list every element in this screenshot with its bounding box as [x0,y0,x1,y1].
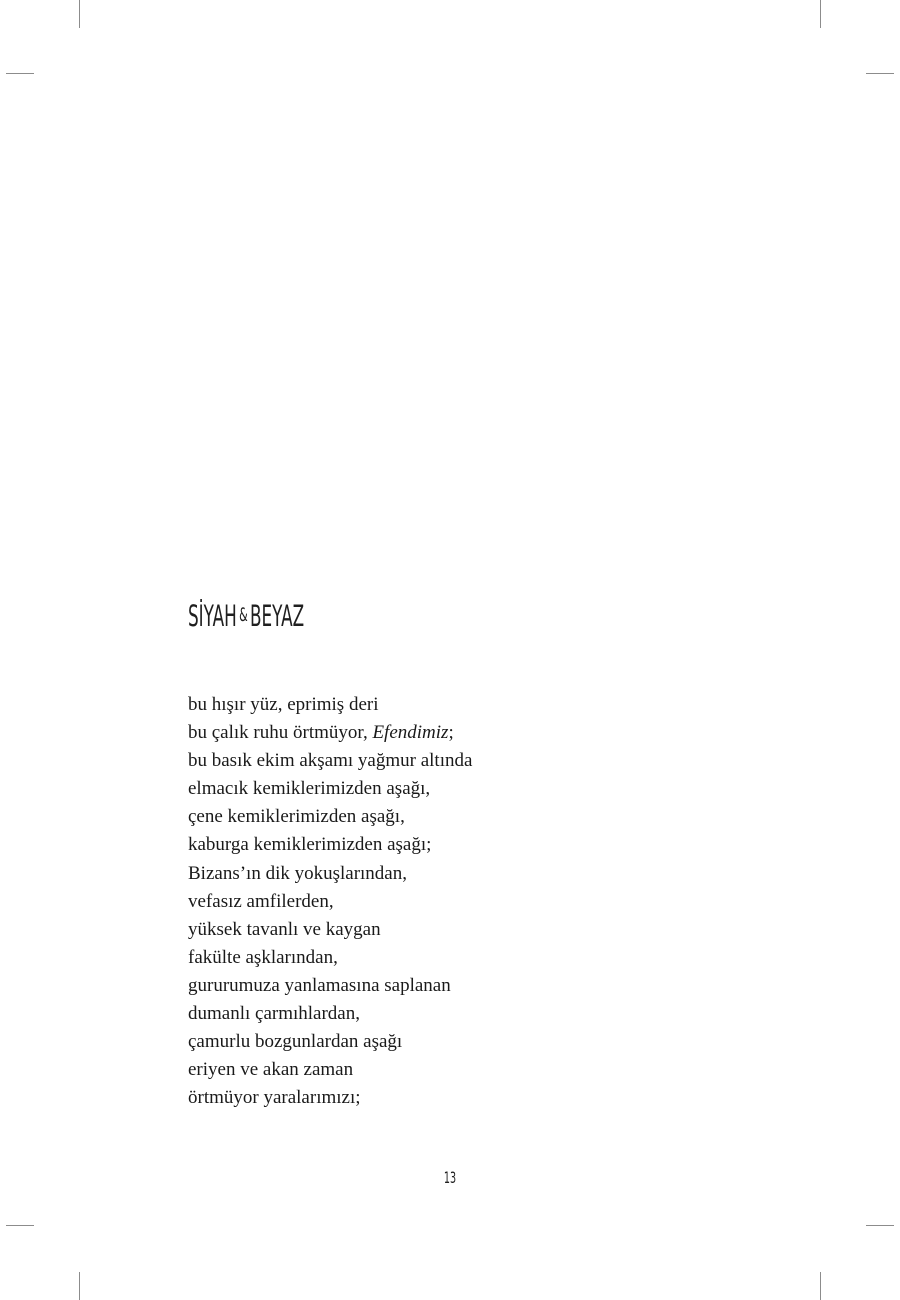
poem-title [188,599,305,633]
poem-line: çene kemiklerimizden aşağı, [188,806,405,828]
crop-mark-right-bottom [866,1225,894,1226]
poem-line: gururumuza yanlamasına saplanan [188,974,451,996]
poem-title-part2: BEYAZ [250,599,305,633]
poem-title-part1: SİYAH [188,599,237,633]
crop-mark-right-top [866,73,894,74]
poem-line: bu hışır yüz, eprimiş deri [188,694,379,715]
crop-mark-top-right [820,0,821,28]
crop-mark-left-bottom [6,1225,34,1226]
crop-mark-bottom-left [79,1272,80,1300]
poem-line: yüksek tavanlı ve kaygan [188,918,381,940]
poem-line-italic: Efendimiz [372,722,449,744]
poem-line: dumanlı çarmıhlardan, [188,1003,360,1025]
poem-body [188,691,472,1112]
poem-line: elmacık kemiklerimizden aşağı, [188,778,431,800]
poem-line: Bizans’ın dik yokuşlarından, [188,862,407,884]
poem-line: çamurlu bozgunlardan aşağı [188,1031,403,1053]
poem-title-ampersand: & [239,604,248,626]
crop-mark-left-top [6,73,34,74]
poem-line-text: bu çalık ruhu örtmüyor, [188,722,373,744]
poem-line: eriyen ve akan zaman [188,1059,354,1081]
poem-line [188,719,472,747]
poem-line: bu basık ekim akşamı yağmur altında [188,750,473,772]
page-number: 13 [443,1168,457,1187]
crop-mark-bottom-right [820,1272,821,1300]
poem-line: fakülte aşklarından, [188,946,338,968]
poem-line: örtmüyor yaralarımızı; [188,1087,361,1109]
poem-line-text: ; [448,722,454,744]
poem-line: kaburga kemiklerimizden aşağı; [188,834,432,856]
crop-mark-top-left [79,0,80,28]
poem-line: vefasız amfilerden, [188,890,334,912]
